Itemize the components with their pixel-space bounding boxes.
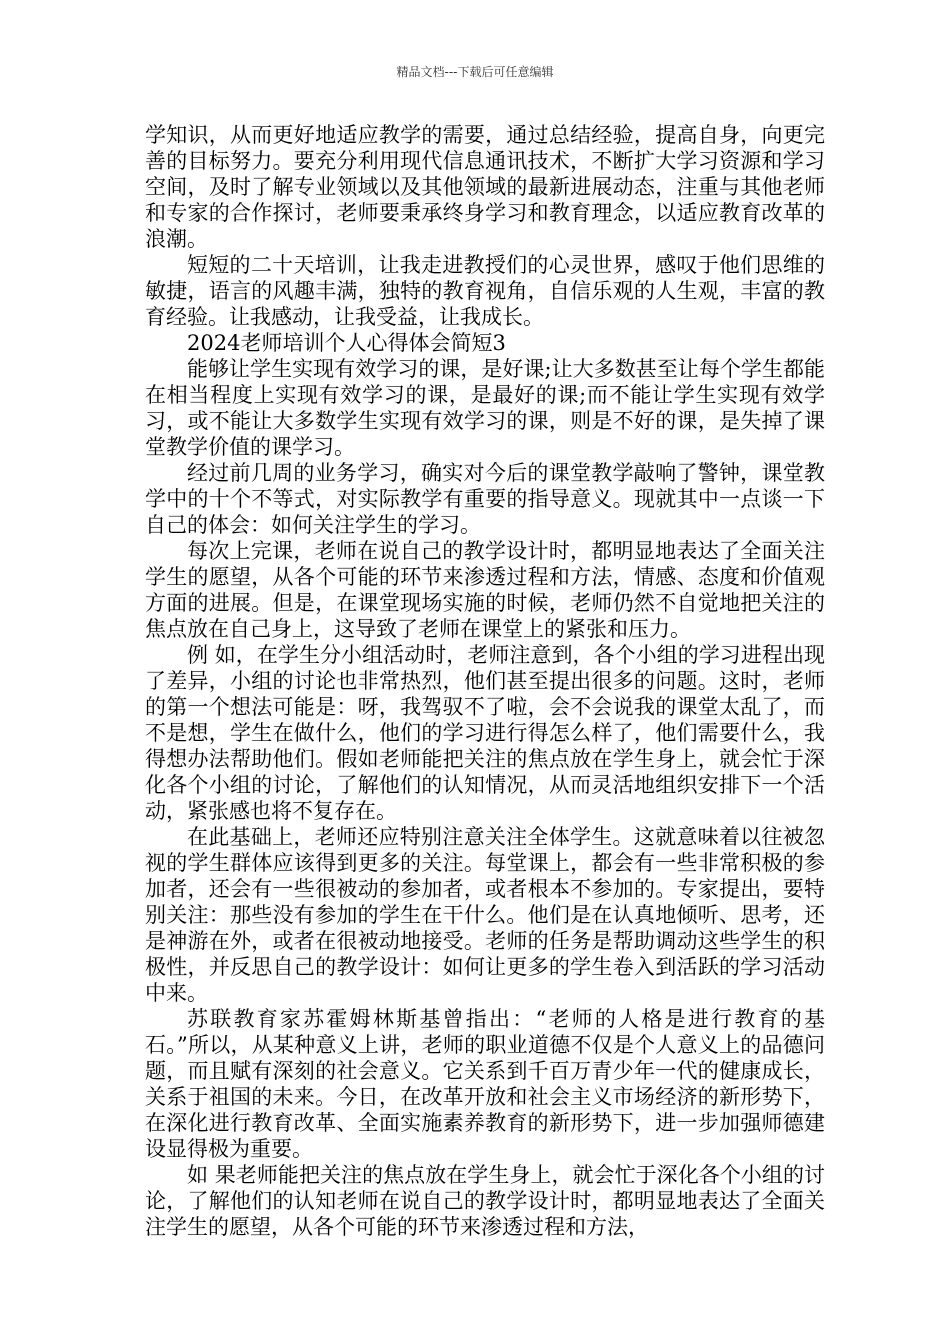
paragraph: 如 果老师能把关注的焦点放在学生身上，就会忙于深化各个小组的讨论，了解他们的认知老师在说自己的教学设计时，都明显地表达了全面关注学生的愿望，从各个可能的环节来渗透过程和方法， (145, 1163, 825, 1239)
paragraph: 学知识，从而更好地适应教学的需要，通过总结经验，提高自身，向更完善的目标努力。要充分利用现代信息通讯技术，不断扩大学习资源和学习空间，及时了解专业领域以及其他领域的最新进展动态，注重与其他老师和专家的合作探讨，老师要秉承终身学习和教育理念，以适应教育改革的浪潮。 (145, 123, 825, 251)
paragraph: 每次上完课，老师在说自己的教学设计时，都明显地表达了全面关注学生的愿望，从各个可能的环节来渗透过程和方法，情感、态度和价值观方面的进展。但是，在课堂现场实施的时候，老师仍然不自觉地把关注的焦点放在自己身上，这导致了老师在课堂上的紧张和压力。 (145, 539, 825, 641)
section-heading: 2024老师培训个人心得体会简短3 (187, 331, 506, 355)
paragraph: 能够让学生实现有效学习的课，是好课;让大多数甚至让每个学生都能在相当程度上实现有效学习的课，是最好的课;而不能让学生实现有效学习，或不能让大多数学生实现有效学习的课，则是不好的课，是失掉了课堂教学价值的课学习。 (145, 357, 825, 459)
paragraph: 经过前几周的业务学习，确实对今后的课堂教学敲响了警钟，课堂教学中的十个不等式，对实际教学有重要的指导意义。现就其中一点谈一下自己的体会：如何关注学生的学习。 (145, 461, 825, 537)
paragraph: 苏联教育家苏霍姆林斯基曾指出：“老师的人格是进行教育的基石。”所以，从某种意义上讲，老师的职业道德不仅是个人意义上的品德问题，而且赋有深刻的社会意义。它关系到千百万青少年一代的健康成长，关系于祖国的未来。今日，在改革开放和社会主义市场经济的新形势下，在深化进行教育改革、全面实施素养教育的新形势下，进一步加强师德建设显得极为重要。 (145, 1007, 825, 1161)
paragraph: 在此基础上，老师还应特别注意关注全体学生。这就意味着以往被忽视的学生群体应该得到更多的关注。每堂课上，都会有一些非常积极的参加者，还会有一些很被动的参加者，或者根本不参加的。专家提出，要特别关注：那些没有参加的学生在干什么。他们是在认真地倾听、思考，还是神游在外，或者在很被动地接受。老师的任务是帮助调动这些学生的积极性，并反思自己的教学设计：如何让更多的学生卷入到活跃的学习活动中来。 (145, 825, 825, 1005)
paragraph: 例 如，在学生分小组活动时，老师注意到，各个小组的学习进程出现了差异，小组的讨论也非常热烈，他们甚至提出很多的问题。这时，老师的第一个想法可能是：呀，我驾驭不了啦，会不会说我的课堂太乱了，而不是想，学生在做什么，他们的学习进行得怎么样了，他们需要什么，我得想办法帮助他们。假如老师能把关注的焦点放在学生身上，就会忙于深化各个小组的讨论，了解他们的认知情况，从而灵活地组织安排下一个活动，紧张感也将不复存在。 (145, 643, 825, 823)
document-body (145, 122, 825, 1240)
page-header: 精品文档---下载后可任意编辑 (396, 65, 554, 79)
paragraph: 短短的二十天培训，让我走进教授们的心灵世界，感叹于他们思维的敏捷，语言的风趣丰满，独特的教育视角，自信乐观的人生观，丰富的教育经验。让我感动，让我受益，让我成长。 (145, 253, 825, 329)
